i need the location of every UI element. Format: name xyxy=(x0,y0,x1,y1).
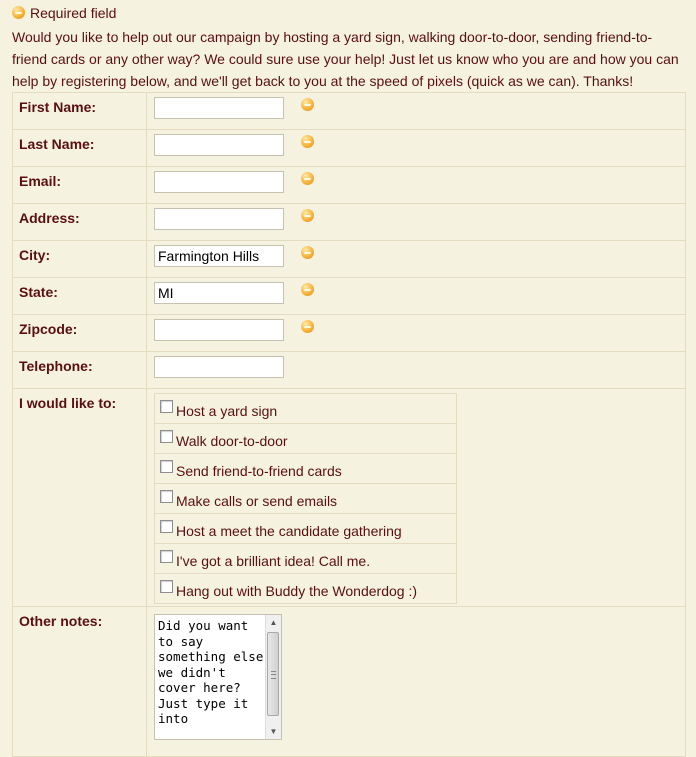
required-star-icon xyxy=(301,283,314,296)
option-label: Send friend-to-friend cards xyxy=(176,463,342,479)
option-label: Hang out with Buddy the Wonderdog :) xyxy=(176,583,418,599)
option-brilliant-idea[interactable] xyxy=(155,544,457,574)
checkbox-icon[interactable] xyxy=(160,580,173,593)
form-row-city xyxy=(13,241,686,278)
state-label: State: xyxy=(13,278,147,315)
city-input[interactable] xyxy=(154,245,284,267)
registration-form xyxy=(12,92,686,757)
checkbox-icon[interactable] xyxy=(160,490,173,503)
notes-textarea[interactable] xyxy=(154,614,282,740)
form-row-telephone xyxy=(13,352,686,389)
checkbox-icon[interactable] xyxy=(160,430,173,443)
notes-label: Other notes: xyxy=(13,607,147,757)
form-row-would-like xyxy=(13,389,686,607)
notes-text[interactable]: Did you want to say something else we didn't cover here? Just type it into xyxy=(158,618,264,726)
checkbox-icon[interactable] xyxy=(160,550,173,563)
scrollbar-thumb[interactable] xyxy=(267,632,279,716)
option-hang-out-buddy[interactable] xyxy=(155,574,457,604)
email-input[interactable] xyxy=(154,171,284,193)
required-star-icon xyxy=(301,320,314,333)
required-legend xyxy=(12,5,116,21)
first-name-label: First Name: xyxy=(13,93,147,130)
form-row-last-name xyxy=(13,130,686,167)
required-star-icon xyxy=(301,246,314,259)
would-like-options xyxy=(154,393,457,604)
form-row-email xyxy=(13,167,686,204)
form-row-notes xyxy=(13,607,686,757)
required-star-icon xyxy=(301,98,314,111)
telephone-label: Telephone: xyxy=(13,352,147,389)
option-label: I've got a brilliant idea! Call me. xyxy=(176,553,371,569)
required-star-icon xyxy=(301,209,314,222)
address-input[interactable] xyxy=(154,208,284,230)
option-label: Host a meet the candidate gathering xyxy=(176,523,402,539)
first-name-input[interactable] xyxy=(154,97,284,119)
city-label: City: xyxy=(13,241,147,278)
checkbox-icon[interactable] xyxy=(160,400,173,413)
checkbox-icon[interactable] xyxy=(160,460,173,473)
option-make-calls[interactable] xyxy=(155,484,457,514)
option-label: Walk door-to-door xyxy=(176,433,288,449)
option-walk-door-to-door[interactable] xyxy=(155,424,457,454)
notes-scrollbar[interactable] xyxy=(265,615,281,739)
would-like-label: I would like to: xyxy=(13,389,147,607)
intro-paragraph: Would you like to help out our campaign by hosting a yard sign, walking door-to-door, sending friend-to-friend cards or any other way? We could sure use your help! Just let us know who you are and how you can help by registering below, and we'll get back to you at the speed of pixels (quick as we can). Thanks! xyxy=(12,29,679,89)
required-legend-text: Required field xyxy=(30,5,117,21)
required-star-icon xyxy=(301,135,314,148)
address-label: Address: xyxy=(13,204,147,241)
form-row-zipcode xyxy=(13,315,686,352)
option-host-yard-sign[interactable] xyxy=(155,394,457,424)
form-row-first-name xyxy=(13,93,686,130)
state-input[interactable] xyxy=(154,282,284,304)
telephone-input[interactable] xyxy=(154,356,284,378)
form-row-address xyxy=(13,204,686,241)
required-star-icon xyxy=(301,172,314,185)
email-label: Email: xyxy=(13,167,147,204)
checkbox-icon[interactable] xyxy=(160,520,173,533)
option-label: Make calls or send emails xyxy=(176,493,338,509)
scroll-up-arrow-icon[interactable]: ▲ xyxy=(269,618,278,627)
scroll-down-arrow-icon[interactable]: ▼ xyxy=(269,727,278,736)
option-label: Host a yard sign xyxy=(176,403,278,419)
required-star-icon xyxy=(12,6,25,19)
option-host-gathering[interactable] xyxy=(155,514,457,544)
grip-icon xyxy=(271,671,276,679)
last-name-label: Last Name: xyxy=(13,130,147,167)
zipcode-input[interactable] xyxy=(154,319,284,341)
form-row-state xyxy=(13,278,686,315)
last-name-input[interactable] xyxy=(154,134,284,156)
option-send-cards[interactable] xyxy=(155,454,457,484)
zipcode-label: Zipcode: xyxy=(13,315,147,352)
